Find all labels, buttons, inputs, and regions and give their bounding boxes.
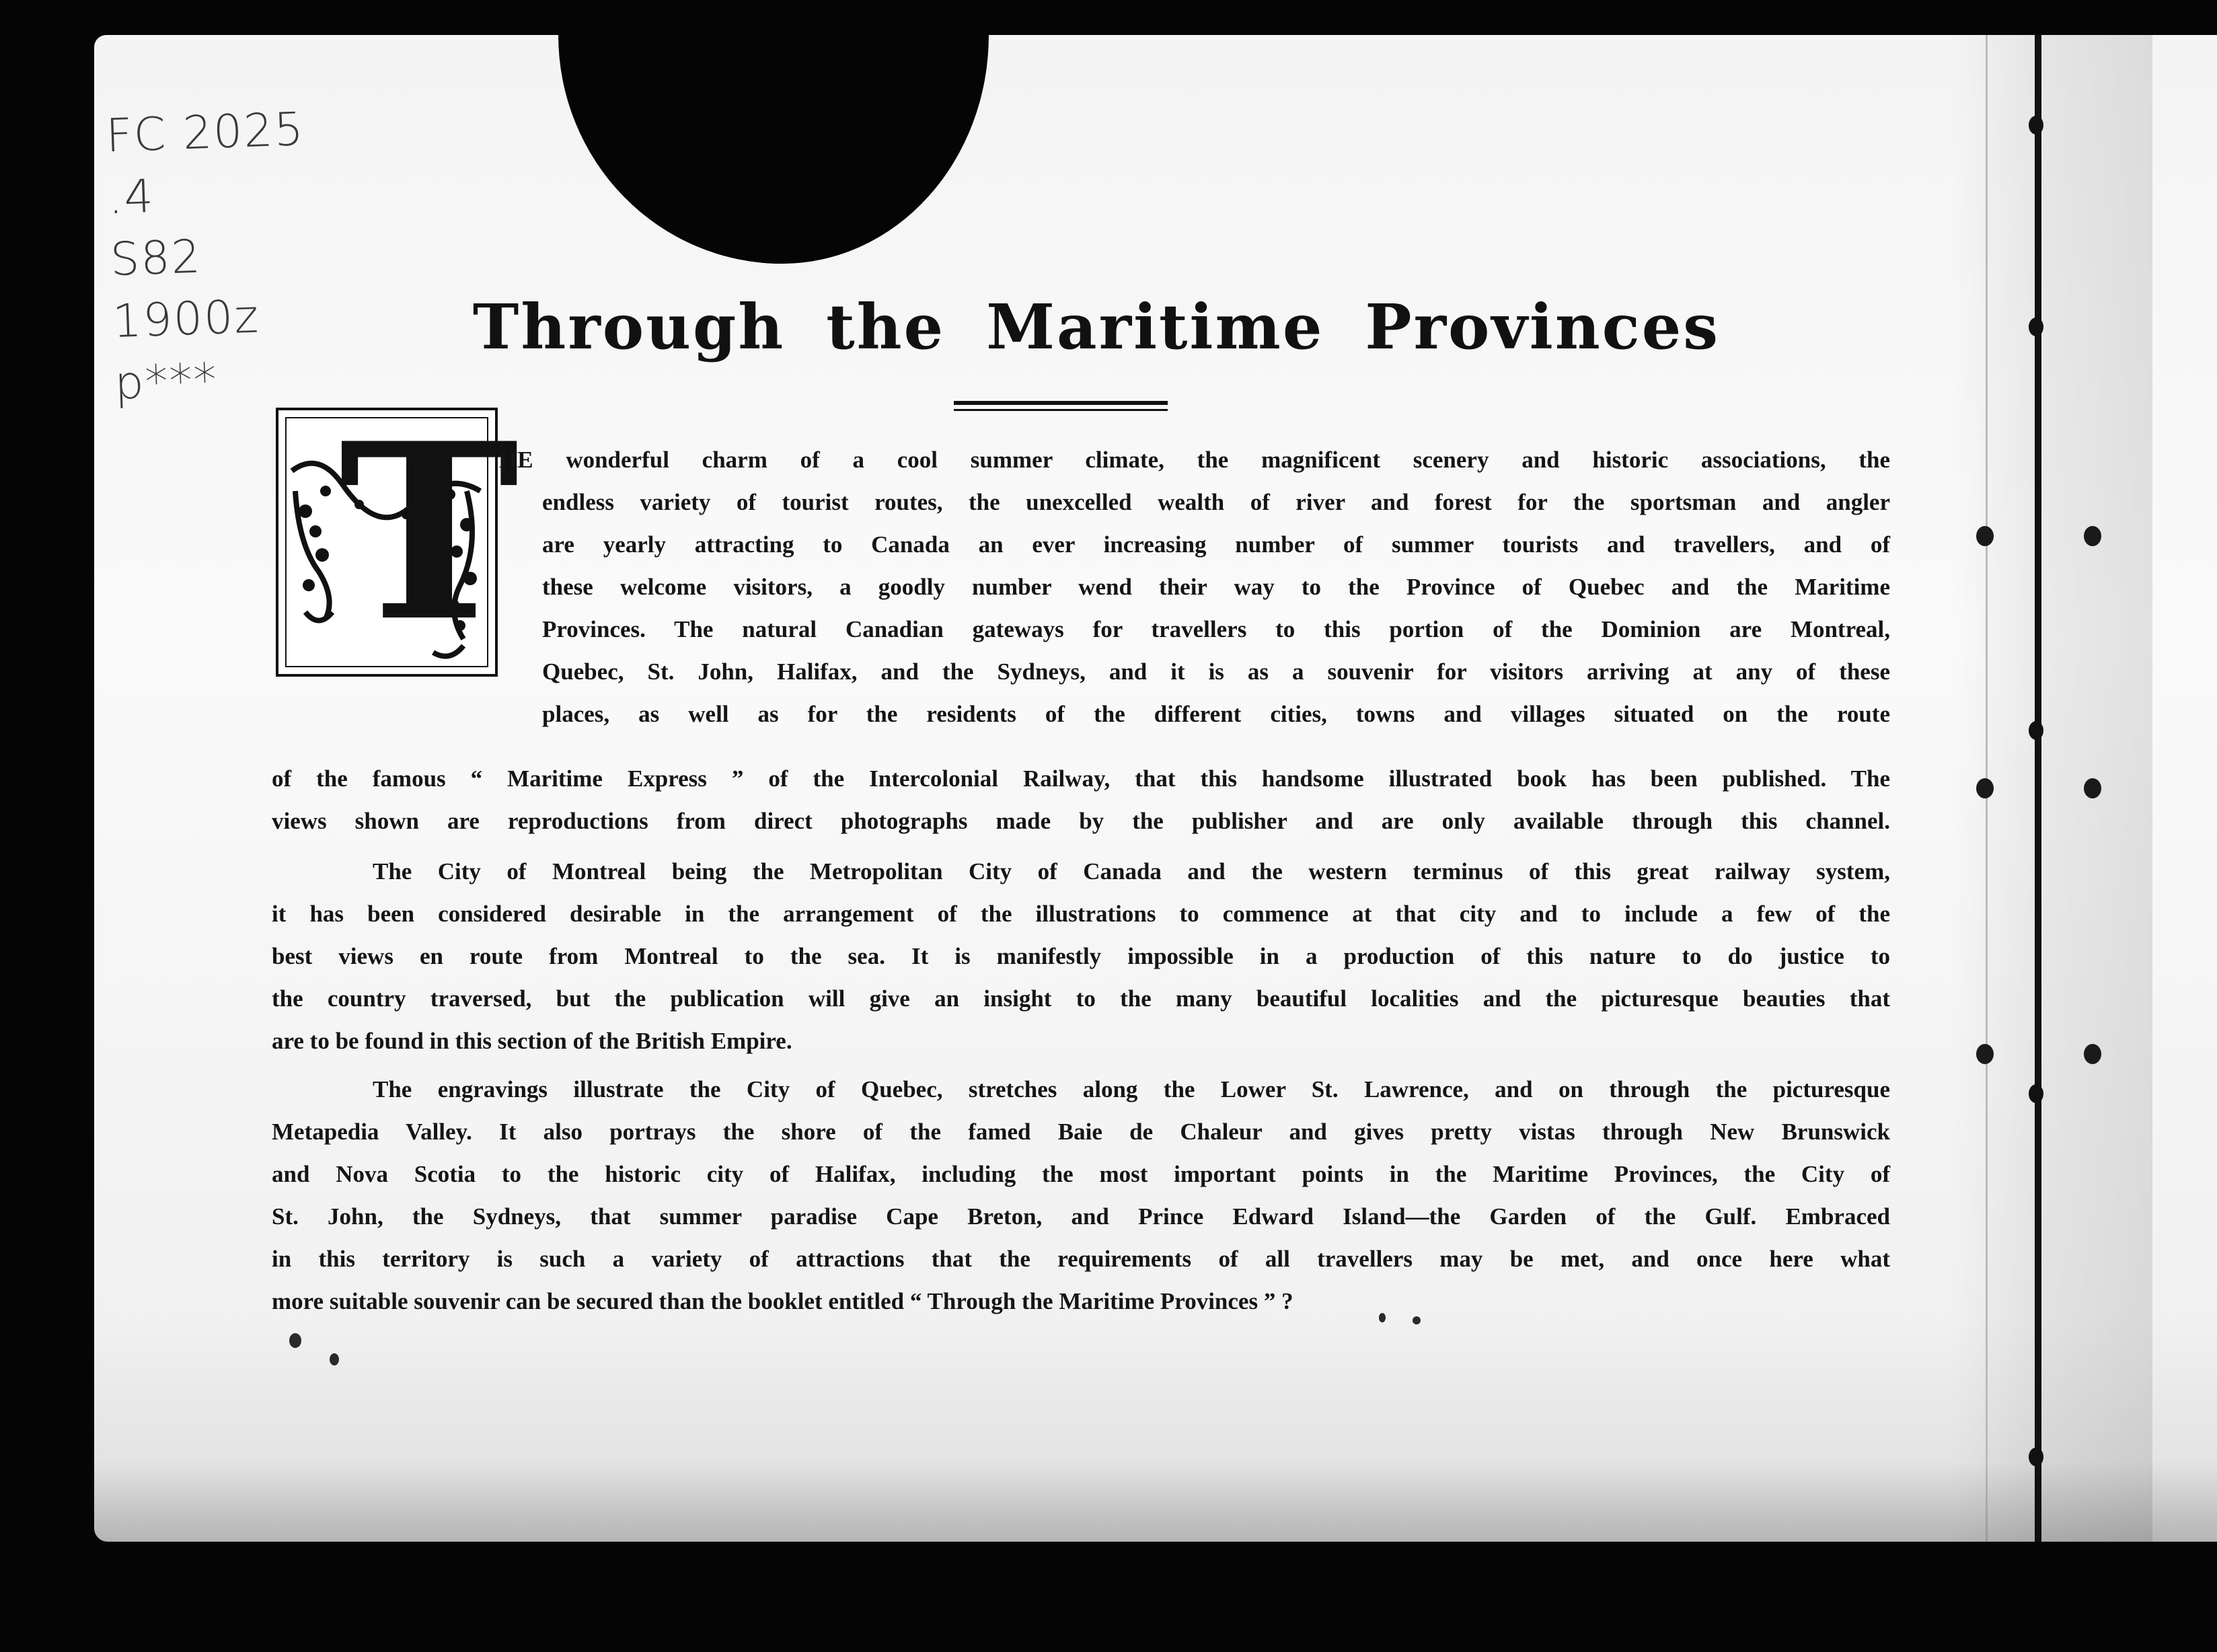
text-line: of the famous “ Maritime Express ” of the Intercolonial Railway, that this handsome illustrated book has been published. The	[272, 765, 1890, 792]
binding-spine	[2035, 35, 2041, 1542]
paragraph-3	[272, 1068, 1890, 1322]
text-line: these welcome visitors, a goodly number wend their way to the Province of Quebec and the Maritime	[542, 574, 1890, 600]
text-line: are yearly attracting to Canada an ever increasing number of summer tourists and travellers, and of	[542, 531, 1890, 558]
paragraph-1	[499, 439, 1890, 735]
binding-hole	[1976, 778, 1994, 798]
text-line: Provinces. The natural Canadian gateways for travellers to this portion of the Dominion are Montreal,	[542, 616, 1890, 642]
drop-cap-ornament	[276, 390, 519, 677]
text-line: it has been considered desirable in the arrangement of the illustrations to commence at that city and to include a few of the	[272, 901, 1890, 927]
text-line: Quebec, St. John, Halifax, and the Sydneys, and it is as a souvenir for visitors arriving at any of these	[542, 659, 1890, 685]
paragraph-1-continued	[272, 757, 1890, 842]
call-number-line: .4	[107, 170, 156, 225]
paragraph-2	[272, 850, 1890, 1062]
call-number-line: 1900z	[111, 290, 261, 349]
text-line: best views en route from Montreal to the sea. It is manifestly impossible in a production of this nature to do justice to	[272, 943, 1890, 969]
stitch-mark	[2029, 1084, 2043, 1103]
call-number-line: S82	[109, 230, 203, 287]
binding-hole	[1976, 1044, 1994, 1064]
page-bottom-shadow	[94, 1461, 2217, 1542]
text-line: The engravings illustrate the City of Quebec, stretches along the Lower St. Lawrence, and on through the picturesque	[373, 1076, 1890, 1102]
text-line: The City of Montreal being the Metropolitan City of Canada and the western terminus of this great railway system,	[373, 858, 1890, 885]
drop-cap-letter: T	[339, 390, 519, 675]
page-title: Through the Maritime Provinces	[472, 291, 1721, 363]
binding-hole	[2084, 526, 2101, 546]
binding-hole	[1976, 526, 1994, 546]
scanned-page	[94, 35, 2217, 1542]
binding-hole	[2084, 778, 2101, 798]
text-line: places, as well as for the residents of the different cities, towns and villages situated on the route	[542, 701, 1890, 727]
speck	[289, 1333, 301, 1348]
text-line: the country traversed, but the publication will give an insight to the many beautiful localities and the picturesque beauties that	[272, 985, 1890, 1012]
title-rule	[954, 401, 1168, 405]
title-rule	[954, 409, 1168, 411]
text-line: more suitable souvenir can be secured than the booklet entitled “ Through the Maritime Provinces ” ?	[272, 1288, 1293, 1314]
text-line: HE wonderful charm of a cool summer climate, the magnificent scenery and historic associations, the	[499, 447, 1890, 473]
text-line: are to be found in this section of the British Empire.	[272, 1028, 792, 1054]
stitch-mark	[2029, 116, 2043, 135]
text-line: in this territory is such a variety of attractions that the requirements of all travellers may be met, and once here what	[272, 1246, 1890, 1272]
call-number-line: p***	[114, 353, 219, 411]
speck	[330, 1353, 339, 1365]
text-line: St. John, the Sydneys, that summer paradise Cape Breton, and Prince Edward Island—the Garden of the Gulf. Embraced	[272, 1203, 1890, 1230]
text-line: endless variety of tourist routes, the unexcelled wealth of river and forest for the sportsman and angler	[542, 489, 1890, 515]
text-line: views shown are reproductions from direct photographs made by the publisher and are only available through this channel.	[272, 808, 1890, 834]
binding-hole	[2084, 1044, 2101, 1064]
torn-corner	[686, 170, 874, 264]
stitch-mark	[2029, 721, 2043, 740]
text-line: and Nova Scotia to the historic city of Halifax, including the most important points in the Maritime Provinces, the City of	[272, 1161, 1890, 1187]
call-number-line: FC 2025	[105, 102, 306, 163]
text-line: Metapedia Valley. It also portrays the shore of the famed Baie de Chaleur and gives pretty vistas through New Brunswick	[272, 1119, 1890, 1145]
call-number	[105, 99, 314, 415]
